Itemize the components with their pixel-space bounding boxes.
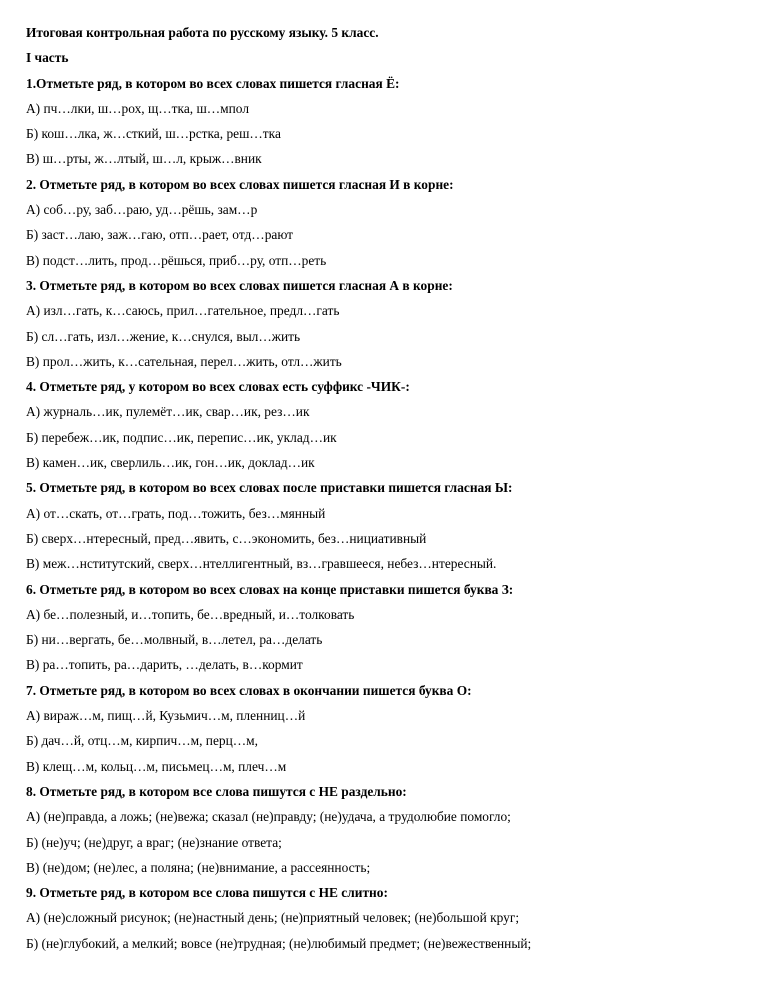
question-9 <box>26 880 746 956</box>
answer-option-a: А) изл…гать, к…саюсь, прил…гательное, предл…гать <box>26 303 340 319</box>
answer-option-a: А) (не)сложный рисунок; (не)настный день; (не)приятный человек; (не)большой круг; <box>26 910 520 926</box>
question-7 <box>26 678 746 779</box>
answer-option-a: А) вираж…м, пищ…й, Кузьмич…м, пленниц…й <box>26 708 306 724</box>
question-text: 2. Отметьте ряд, в котором во всех словах пишется гласная И в корне: <box>26 176 454 192</box>
answer-option-a: А) пч…лки, ш…рох, щ…тка, ш…мпол <box>26 100 250 116</box>
answer-option-v: В) ра…топить, ра…дарить, …делать, в…кормит <box>26 657 303 673</box>
answer-option-b: Б) кош…лка, ж…сткий, ш…рстка, реш…тка <box>26 126 281 142</box>
part-heading: I часть <box>26 50 69 66</box>
answer-option-b: Б) ни…вергать, бе…молвный, в…летел, ра…делать <box>26 632 323 648</box>
question-1 <box>26 71 746 172</box>
answer-option-v: В) подст…лить, прод…рёшься, приб…ру, отп…реть <box>26 252 327 268</box>
answer-option-a: А) соб…ру, заб…раю, уд…рёшь, зам…р <box>26 202 258 218</box>
answer-option-v: В) меж…нститутский, сверх…нтеллигентный, вз…гравшееся, небез…нтересный. <box>26 556 497 572</box>
question-text: 5. Отметьте ряд, в котором во всех словах после приставки пишется гласная Ы: <box>26 480 513 496</box>
question-text: 3. Отметьте ряд, в котором во всех словах пишется гласная А в корне: <box>26 277 453 293</box>
answer-option-b: Б) перебеж…ик, подпис…ик, перепис…ик, уклад…ик <box>26 429 337 445</box>
question-5 <box>26 475 746 576</box>
answer-option-b: Б) сл…гать, изл…жение, к…снулся, выл…жить <box>26 328 301 344</box>
question-text: 1.Отметьте ряд, в котором во всех словах пишется гласная Ё: <box>26 75 400 91</box>
answer-option-b: Б) сверх…нтересный, пред…явить, с…экономить, без…нициативный <box>26 530 427 546</box>
answer-option-v: В) (не)дом; (не)лес, а поляна; (не)внимание, а рассеянность; <box>26 859 371 875</box>
answer-option-v: В) клещ…м, кольц…м, письмец…м, плеч…м <box>26 758 287 774</box>
question-4 <box>26 374 746 475</box>
answer-option-a: А) бе…полезный, и…топить, бе…вредный, и…толковать <box>26 606 355 622</box>
question-8 <box>26 779 746 880</box>
question-2 <box>26 172 746 273</box>
question-text: 6. Отметьте ряд, в котором во всех словах на конце приставки пишется буква З: <box>26 581 514 597</box>
question-text: 9. Отметьте ряд, в котором все слова пишутся с НЕ слитно: <box>26 885 388 901</box>
answer-option-v: В) ш…рты, ж…лтый, ш…л, крыж…вник <box>26 151 262 167</box>
question-text: 4. Отметьте ряд, у котором во всех словах есть суффикс -ЧИК-: <box>26 379 410 395</box>
answer-option-b: Б) заст…лаю, заж…гаю, отп…рает, отд…рают <box>26 227 294 243</box>
document-title: Итоговая контрольная работа по русскому языку. 5 класс. <box>26 25 379 40</box>
answer-option-a: А) от…скать, от…грать, под…тожить, без…мянный <box>26 505 326 521</box>
answer-option-a: А) журналь…ик, пулемёт…ик, свар…ик, рез…ик <box>26 404 310 420</box>
question-3 <box>26 273 746 374</box>
answer-option-v: В) прол…жить, к…сательная, перел…жить, отл…жить <box>26 353 342 369</box>
answer-option-a: А) (не)правда, а ложь; (не)вежа; сказал (не)правду; (не)удача, а трудолюбие помогло; <box>26 809 511 825</box>
question-6 <box>26 577 746 678</box>
question-text: 8. Отметьте ряд, в котором все слова пишутся с НЕ раздельно: <box>26 783 407 799</box>
answer-option-b: Б) (не)глубокий, а мелкий; вовсе (не)трудная; (не)любимый предмет; (не)вежественный; <box>26 935 532 951</box>
answer-option-v: В) камен…ик, сверлиль…ик, гон…ик, доклад…ик <box>26 455 315 471</box>
document-page <box>26 20 746 956</box>
question-text: 7. Отметьте ряд, в котором во всех словах в окончании пишется буква О: <box>26 682 472 698</box>
answer-option-b: Б) (не)уч; (не)друг, а враг; (не)знание ответа; <box>26 834 282 850</box>
answer-option-b: Б) дач…й, отц…м, кирпич…м, перц…м, <box>26 733 258 749</box>
